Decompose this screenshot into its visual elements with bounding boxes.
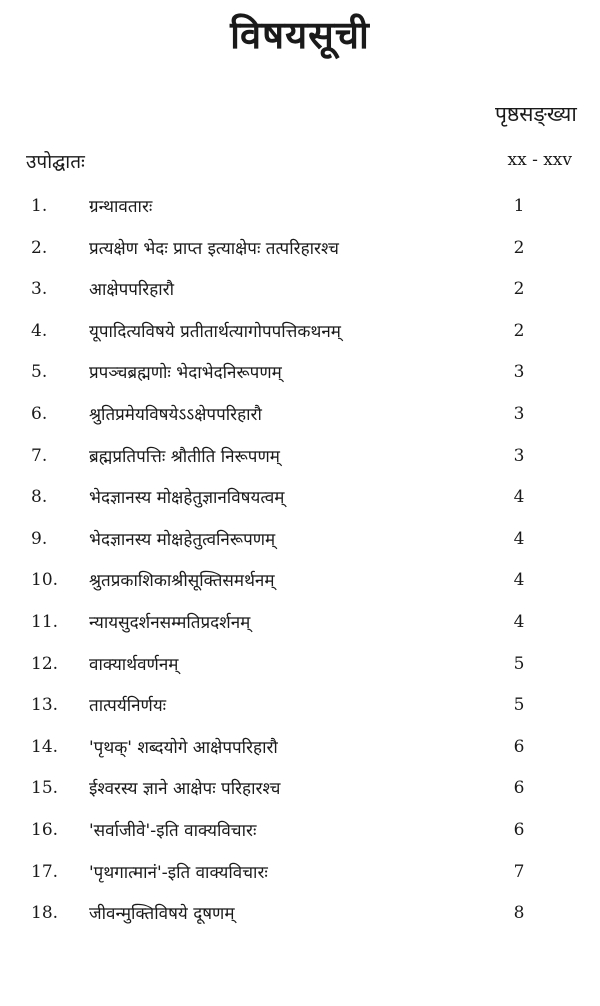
entry-title: प्रपञ्चब्रह्मणोः भेदाभेदनिरूपणम्	[89, 363, 282, 384]
entry-title: 'सर्वाजीवे'-इति वाक्यविचारः	[89, 820, 257, 841]
entry-number: 3.	[31, 279, 48, 300]
entry-page-number: 4	[513, 487, 525, 508]
entry-number: 8.	[31, 487, 48, 508]
contents-entry	[0, 398, 600, 440]
contents-entry	[0, 440, 600, 482]
entry-number: 12.	[31, 653, 59, 674]
entry-number: 5.	[31, 362, 48, 383]
entry-number: 10.	[31, 570, 59, 591]
entry-page-number: 4	[513, 570, 525, 591]
contents-entry	[0, 856, 600, 898]
contents-entry	[0, 190, 600, 232]
page-number-column-heading: पृष्ठसङ्ख्या	[495, 102, 577, 126]
entry-page-number: 5	[513, 695, 525, 716]
contents-list	[0, 190, 600, 939]
entry-number: 6.	[31, 403, 48, 424]
entry-number: 9.	[31, 528, 48, 549]
entry-page-number: 7	[513, 861, 525, 882]
entry-number: 7.	[31, 445, 48, 466]
entry-page-number: 5	[513, 653, 525, 674]
entry-number: 13.	[31, 695, 59, 716]
entry-page-number: 1	[513, 196, 525, 216]
entry-title: 'पृथक्' शब्दयोगे आक्षेपपरिहारौ	[89, 737, 278, 758]
contents-entry	[0, 315, 600, 357]
contents-entry	[0, 523, 600, 565]
entry-number: 1.	[31, 196, 48, 216]
contents-entry	[0, 356, 600, 398]
entry-page-number: 6	[513, 778, 525, 799]
entry-number: 17.	[31, 861, 59, 882]
entry-page-number: 4	[513, 528, 525, 549]
entry-number: 11.	[31, 611, 59, 632]
entry-title: ईश्वरस्य ज्ञाने आक्षेपः परिहारश्च	[89, 779, 281, 800]
entry-title: न्यायसुदर्शनसम्मतिप्रदर्शनम्	[89, 612, 251, 633]
contents-entry	[0, 273, 600, 315]
contents-entry	[0, 731, 600, 773]
entry-title: आक्षेपपरिहारौ	[89, 280, 175, 301]
entry-title: भेदज्ञानस्य मोक्षहेतुत्वनिरूपणम्	[89, 529, 276, 550]
intro-row	[26, 148, 572, 176]
entry-title: वाक्यार्थवर्णनम्	[89, 654, 179, 675]
entry-number: 18.	[31, 903, 59, 924]
page-title: विषयसूची	[230, 13, 370, 57]
entry-page-number: 3	[513, 403, 525, 424]
contents-entry	[0, 564, 600, 606]
contents-entry	[0, 689, 600, 731]
entry-page-number: 2	[513, 279, 525, 300]
entry-page-number: 3	[513, 445, 525, 466]
intro-page-range: xx - xxv	[507, 150, 572, 170]
entry-title: श्रुतिप्रमेयविषयेऽऽक्षेपपरिहारौ	[89, 404, 262, 425]
contents-entry	[0, 481, 600, 523]
entry-number: 2.	[31, 237, 48, 258]
entry-title: ब्रह्मप्रतिपत्तिः श्रौतीति निरूपणम्	[89, 446, 280, 467]
entry-page-number: 6	[513, 736, 525, 757]
entry-title: भेदज्ञानस्य मोक्षहेतुज्ञानविषयत्वम्	[89, 488, 285, 509]
entry-page-number: 6	[513, 819, 525, 840]
contents-entry	[0, 814, 600, 856]
entry-title: प्रत्यक्षेण भेदः प्राप्त इत्याक्षेपः तत्परिहारश्च	[89, 238, 339, 259]
entry-number: 4.	[31, 320, 48, 341]
contents-entry	[0, 648, 600, 690]
entry-title: तात्पर्यनिर्णयः	[89, 696, 167, 717]
entry-page-number: 8	[513, 903, 525, 924]
entry-page-number: 2	[513, 320, 525, 341]
entry-title: जीवन्मुक्तिविषये दूषणम्	[89, 904, 235, 925]
entry-page-number: 2	[513, 237, 525, 258]
intro-label: उपोद्घातः	[26, 151, 85, 173]
entry-title: ग्रन्थावतारः	[89, 197, 153, 217]
entry-page-number: 4	[513, 611, 525, 632]
entry-number: 16.	[31, 819, 59, 840]
contents-entry	[0, 772, 600, 814]
entry-page-number: 3	[513, 362, 525, 383]
entry-title: 'पृथगात्मानं'-इति वाक्यविचारः	[89, 862, 268, 883]
entry-number: 14.	[31, 736, 59, 757]
contents-entry	[0, 232, 600, 274]
entry-title: श्रुतप्रकाशिकाश्रीसूक्तिसमर्थनम्	[89, 571, 275, 592]
entry-title: यूपादित्यविषये प्रतीतार्थत्यागोपपत्तिकथनम्	[89, 321, 341, 342]
contents-entry	[0, 606, 600, 648]
contents-entry	[0, 897, 600, 939]
entry-number: 15.	[31, 778, 59, 799]
